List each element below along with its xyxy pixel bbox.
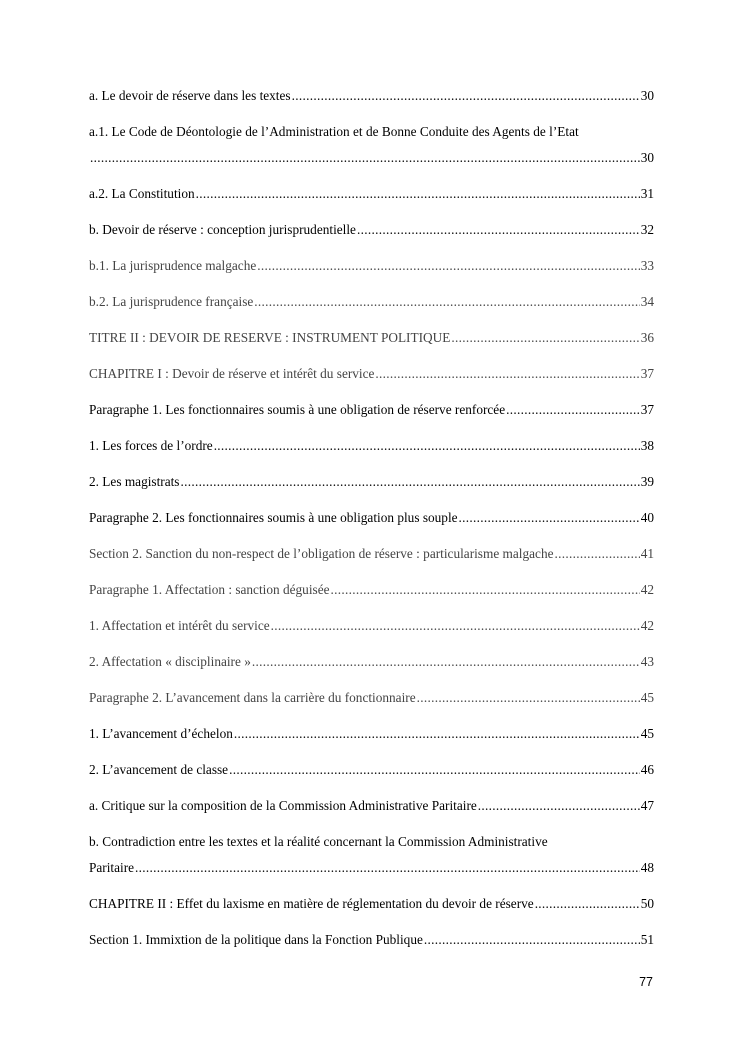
toc-entry (89, 293, 654, 311)
toc-entry-page: 37 (640, 366, 654, 381)
toc-entry-page: 51 (640, 932, 654, 947)
toc-entry (89, 545, 654, 563)
toc-entry (89, 329, 654, 347)
toc-entry-page: 34 (640, 294, 654, 309)
toc-entry-label: b.2. La jurisprudence française (89, 294, 254, 309)
toc-entry-page: 39 (640, 474, 654, 489)
dot-leader (357, 221, 640, 239)
toc-entry-label: Paragraphe 2. L’avancement dans la carrière du fonctionnaire (89, 690, 416, 705)
dot-leader (196, 185, 640, 203)
dot-leader (451, 329, 639, 347)
toc-entry-page: 43 (640, 654, 654, 669)
toc-entry (89, 797, 654, 815)
toc-entry (89, 437, 654, 455)
toc-entry (89, 653, 654, 671)
toc-entry (89, 931, 654, 949)
toc-entry-label: 1. Les forces de l’ordre (89, 438, 213, 453)
toc-entry-page: 41 (640, 546, 654, 561)
dot-leader (180, 473, 639, 491)
toc-entry (89, 581, 654, 599)
toc-entry-label: a. Critique sur la composition de la Commission Administrative Paritaire (89, 798, 477, 813)
toc-entry-label: Section 2. Sanction du non-respect de l’obligation de réserve : particularisme malgache (89, 546, 554, 561)
toc-entry-label: Paragraphe 1. Les fonctionnaires soumis à une obligation de réserve renforcée (89, 402, 506, 417)
toc-entry (89, 365, 654, 383)
table-of-contents (89, 87, 654, 967)
dot-leader (424, 931, 640, 949)
page-number: 77 (639, 975, 653, 989)
dot-leader (214, 437, 640, 455)
toc-entry-page: 50 (640, 896, 654, 911)
toc-entry (89, 257, 654, 275)
toc-entry (89, 689, 654, 707)
toc-entry-label: 1. Affectation et intérêt du service (89, 618, 270, 633)
toc-entry-page: 42 (640, 618, 654, 633)
toc-entry-label: b. Devoir de réserve : conception jurisprudentielle (89, 222, 356, 237)
toc-entry-label: b.1. La jurisprudence malgache (89, 258, 257, 273)
toc-entry-page: 40 (640, 510, 654, 525)
toc-entry (89, 401, 654, 419)
toc-entry-page: 33 (640, 258, 654, 273)
toc-entry-page: 31 (640, 186, 654, 201)
dot-leader (535, 895, 640, 913)
toc-entry-label: CHAPITRE I : Devoir de réserve et intérêt du service (89, 366, 375, 381)
toc-entry (89, 725, 654, 743)
toc-entry (89, 185, 654, 203)
dot-leader (417, 689, 640, 707)
toc-entry-label: TITRE II : DEVOIR DE RESERVE : INSTRUMENT POLITIQUE (89, 330, 451, 345)
toc-entry (89, 473, 654, 491)
toc-entry-label: a.1. Le Code de Déontologie de l’Administration et de Bonne Conduite des Agents de l’Etat (89, 124, 579, 139)
toc-entry-page: 36 (640, 330, 654, 345)
toc-entry-label-continued: Paritaire (89, 860, 135, 875)
dot-leader (375, 365, 639, 383)
toc-entry-label: 2. Affectation « disciplinaire » (89, 654, 251, 669)
toc-entry-page: 48 (640, 860, 654, 875)
dot-leader (90, 149, 640, 167)
dot-leader (506, 401, 640, 419)
toc-entry-page: 45 (640, 726, 654, 741)
dot-leader (257, 257, 639, 275)
toc-entry-page: 46 (640, 762, 654, 777)
toc-entry-page: 45 (640, 690, 654, 705)
dot-leader (459, 509, 640, 527)
dot-leader (478, 797, 640, 815)
toc-entry-label: a. Le devoir de réserve dans les textes (89, 88, 291, 103)
dot-leader (252, 653, 640, 671)
dot-leader (229, 761, 640, 779)
toc-entry-page: 38 (640, 438, 654, 453)
toc-entry (89, 833, 654, 877)
dot-leader (555, 545, 640, 563)
toc-entry (89, 617, 654, 635)
toc-entry-label: Paragraphe 2. Les fonctionnaires soumis à une obligation plus souple (89, 510, 458, 525)
dot-leader (292, 87, 640, 105)
toc-entry-page: 30 (640, 88, 654, 103)
dot-leader (234, 725, 640, 743)
toc-entry (89, 221, 654, 239)
toc-entry-page: 47 (640, 798, 654, 813)
toc-entry-label: 2. Les magistrats (89, 474, 180, 489)
dot-leader (254, 293, 639, 311)
toc-entry-label: a.2. La Constitution (89, 186, 195, 201)
toc-entry (89, 895, 654, 913)
toc-entry (89, 123, 654, 167)
toc-entry-label: Paragraphe 1. Affectation : sanction déguisée (89, 582, 330, 597)
toc-entry (89, 761, 654, 779)
toc-entry-label: Section 1. Immixtion de la politique dans la Fonction Publique (89, 932, 423, 947)
toc-entry-label: 2. L’avancement de classe (89, 762, 229, 777)
toc-entry (89, 509, 654, 527)
toc-entry-label: 1. L’avancement d’échelon (89, 726, 233, 741)
toc-entry-label: b. Contradiction entre les textes et la réalité concernant la Commission Administrative (89, 834, 548, 849)
toc-entry-page: 30 (640, 150, 654, 165)
dot-leader (331, 581, 640, 599)
toc-entry-page: 42 (640, 582, 654, 597)
toc-entry-page: 32 (640, 222, 654, 237)
dot-leader (135, 859, 640, 877)
toc-entry-label: CHAPITRE II : Effet du laxisme en matière de réglementation du devoir de réserve (89, 896, 534, 911)
dot-leader (271, 617, 640, 635)
toc-entry (89, 87, 654, 105)
toc-entry-page: 37 (640, 402, 654, 417)
